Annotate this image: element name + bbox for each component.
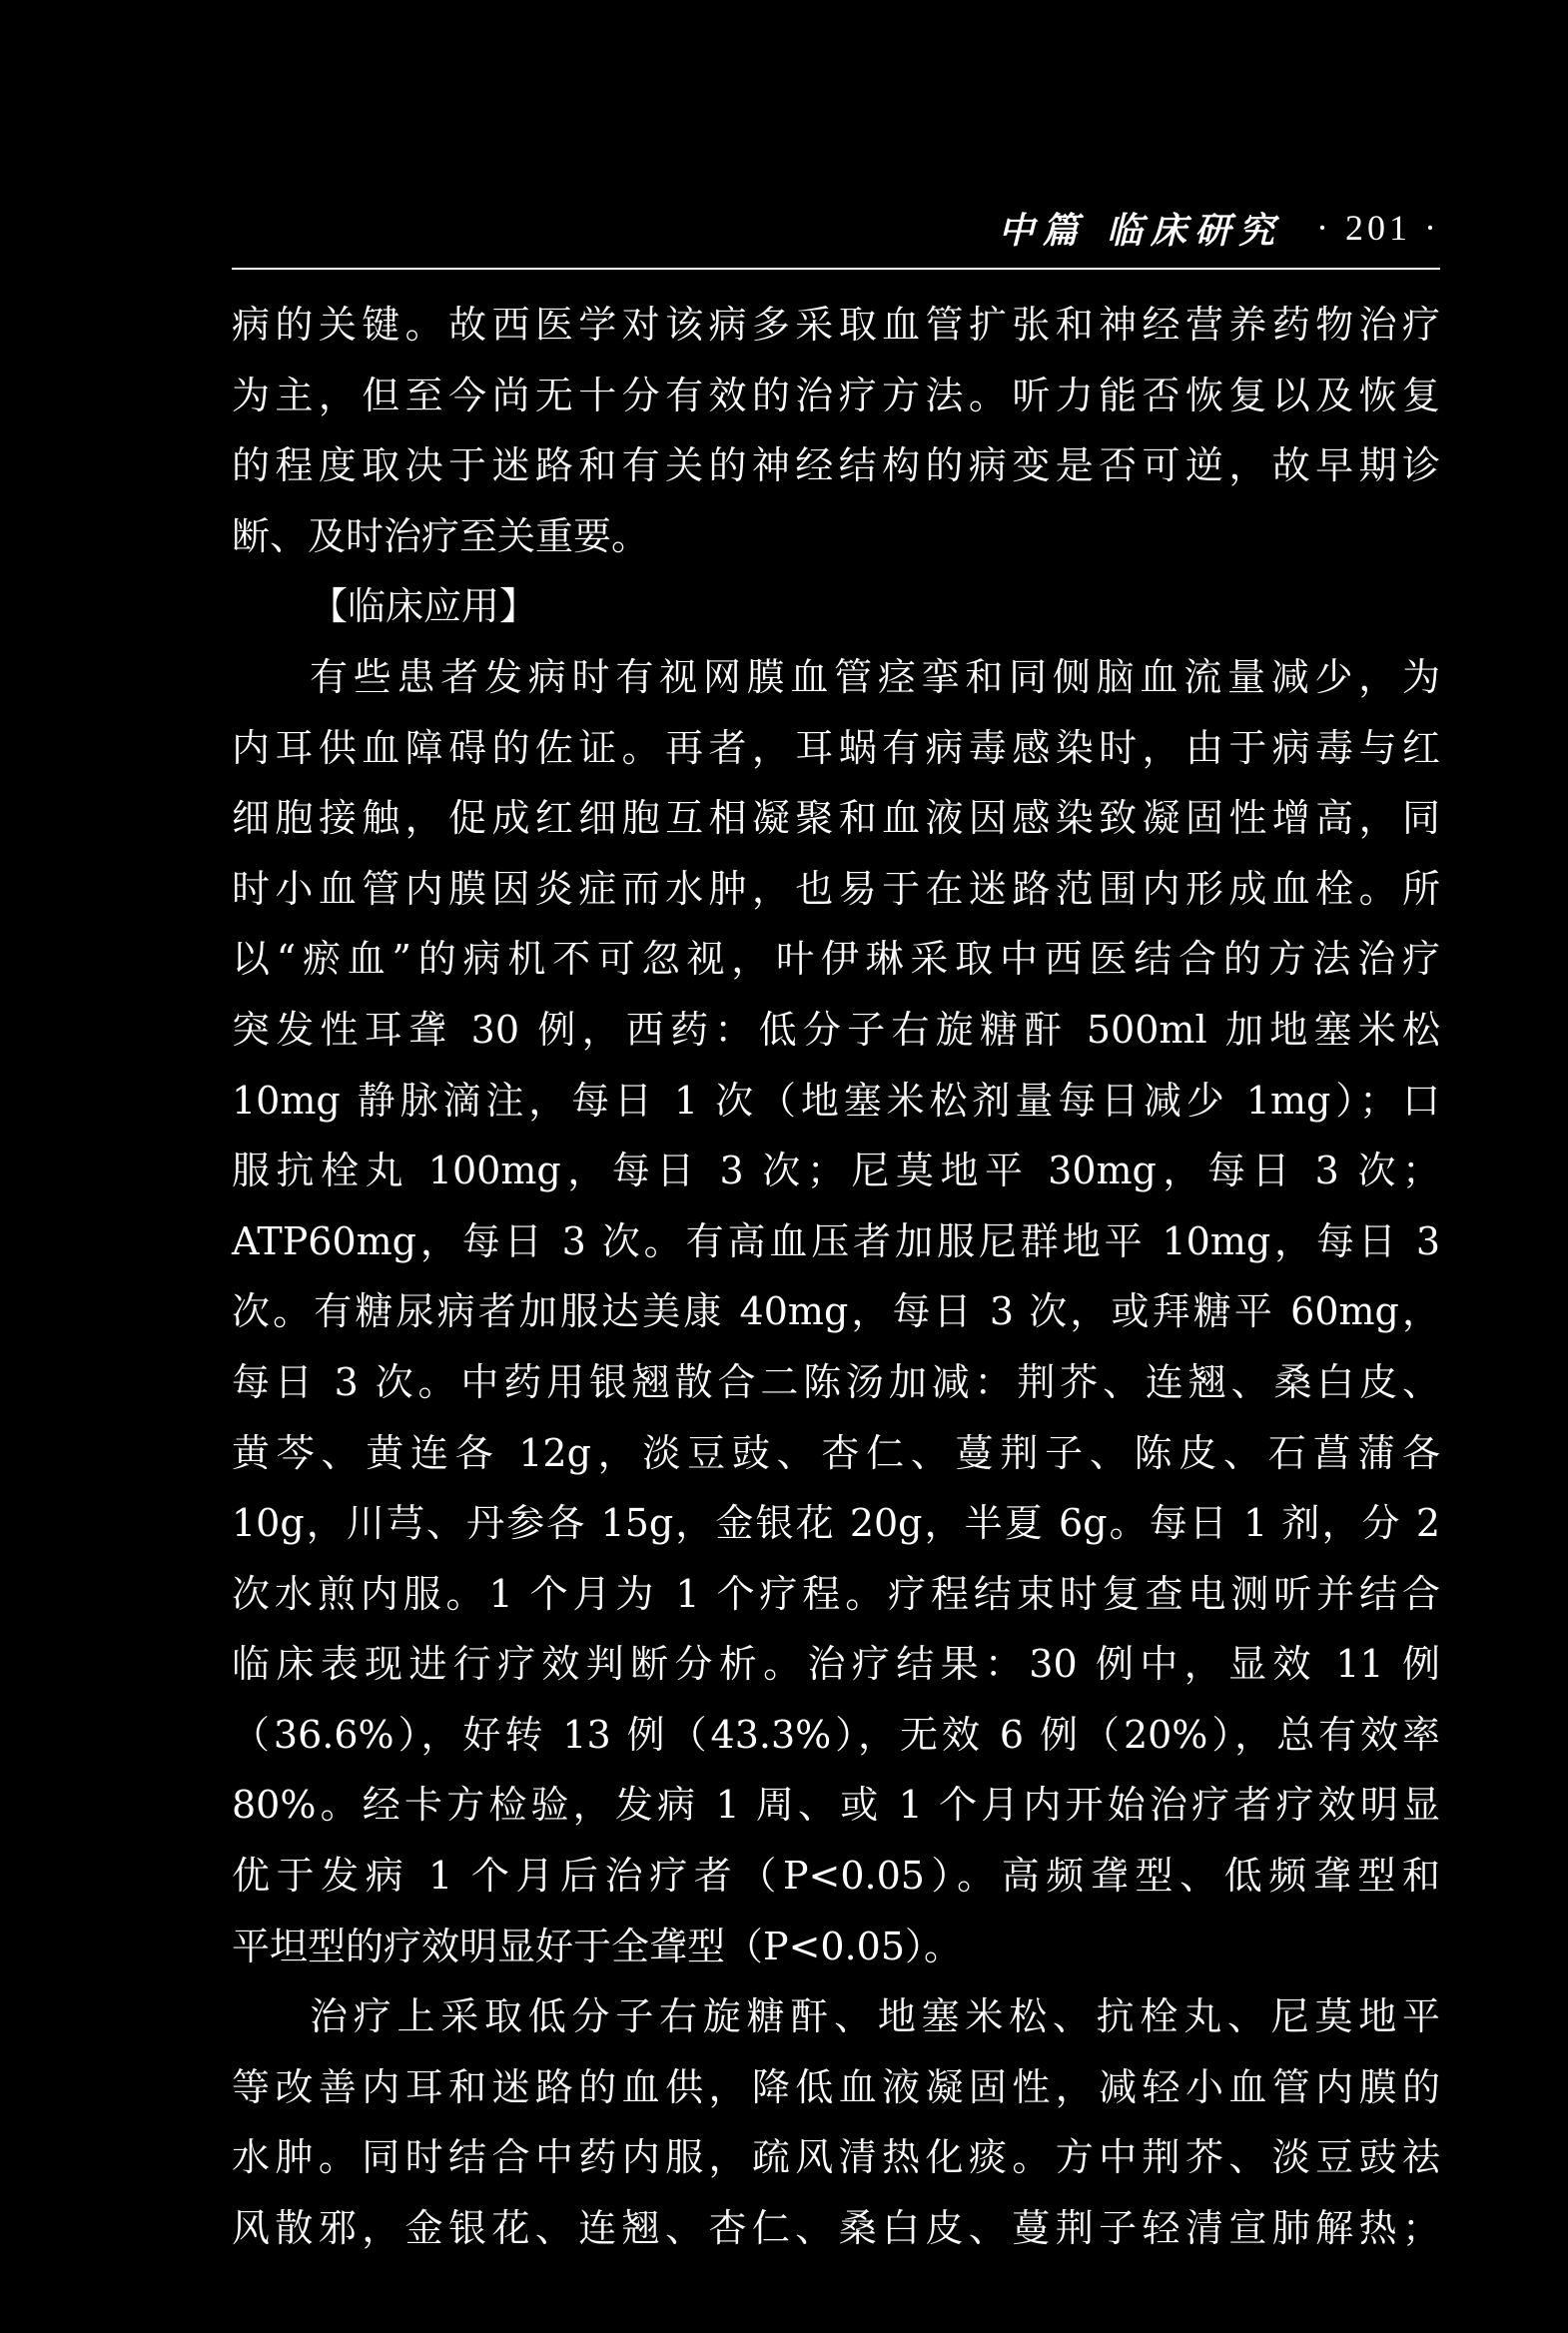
running-head bbox=[232, 198, 1440, 258]
text-line: 的程度取决于迷路和有关的神经结构的病变是否可逆，故早期诊 bbox=[232, 443, 1440, 488]
text-line: 突发性耳聋 30 例，西药：低分子右旋糖酐 500ml 加地塞米松 bbox=[232, 1007, 1440, 1052]
text-line: 时小血管内膜因炎症而水肿，也易于在迷路范围内形成血栓。所 bbox=[232, 866, 1440, 911]
book-section-title: 中篇 临床研究 bbox=[998, 209, 1283, 252]
text-line: 等改善内耳和迷路的血供，降低血液凝固性，减轻小血管内膜的 bbox=[232, 2064, 1440, 2109]
text-line: ATP60mg，每日 3 次。有高血压者加服尼群地平 10mg，每日 3 bbox=[232, 1218, 1440, 1263]
text-line: 内耳供血障碍的佐证。再者，耳蜗有病毒感染时，由于病毒与红 bbox=[232, 725, 1440, 770]
text-line: 治疗上采取低分子右旋糖酐、地塞米松、抗栓丸、尼莫地平 bbox=[310, 1994, 1440, 2039]
text-line: 为主，但至今尚无十分有效的治疗方法。听力能否恢复以及恢复 bbox=[232, 373, 1440, 417]
section-heading: 【临床应用】 bbox=[310, 584, 538, 629]
text-line: （36.6%），好转 13 例（43.3%），无效 6 例（20%），总有效率 bbox=[232, 1712, 1440, 1757]
text-line: 次。有糖尿病者加服达美康 40mg，每日 3 次，或拜糖平 60mg， bbox=[232, 1289, 1440, 1334]
text-line: 优于发病 1 个月后治疗者（P<0.05）。高频聋型、低频聋型和 bbox=[232, 1854, 1440, 1899]
text-line: 80%。经卡方检验，发病 1 周、或 1 个月内开始治疗者疗效明显 bbox=[232, 1783, 1440, 1828]
text-line: 风散邪，金银花、连翘、杏仁、桑白皮、蔓荆子轻清宣肺解热； bbox=[232, 2206, 1440, 2251]
text-line: 10mg 静脉滴注，每日 1 次（地塞米松剂量每日减少 1mg）；口 bbox=[232, 1078, 1440, 1123]
text-line: 水肿。同时结合中药内服，疏风清热化痰。方中荆芥、淡豆豉祛 bbox=[232, 2135, 1440, 2180]
body-text bbox=[232, 290, 1440, 2264]
text-line: 以“瘀血”的病机不可忽视，叶伊琳采取中西医结合的方法治疗 bbox=[232, 937, 1440, 982]
text-line: 平坦型的疗效明显好于全聋型（P<0.05）。 bbox=[232, 1924, 963, 1968]
text-line: 病的关键。故西医学对该病多采取血管扩张和神经营养药物治疗 bbox=[232, 303, 1440, 347]
text-line: 断、及时治疗至关重要。 bbox=[232, 513, 650, 558]
header-rule bbox=[232, 268, 1440, 270]
text-line: 10g，川芎、丹参各 15g，金银花 20g，半夏 6g。每日 1 剂，分 2 bbox=[232, 1501, 1440, 1546]
text-line: 每日 3 次。中药用银翘散合二陈汤加减：荆芥、连翘、桑白皮、 bbox=[232, 1359, 1440, 1404]
text-line: 有些患者发病时有视网膜血管痉挛和同侧脑血流量减少，为 bbox=[310, 654, 1440, 699]
text-line: 临床表现进行疗效判断分析。治疗结果：30 例中，显效 11 例 bbox=[232, 1642, 1440, 1687]
text-line: 细胞接触，促成红细胞互相凝聚和血液因感染致凝固性增高，同 bbox=[232, 796, 1440, 841]
text-line: 黄芩、黄连各 12g，淡豆豉、杏仁、蔓荆子、陈皮、石菖蒲各 bbox=[232, 1430, 1440, 1475]
text-line: 次水煎内服。1 个月为 1 个疗程。疗程结束时复查电测听并结合 bbox=[232, 1571, 1440, 1616]
text-line: 服抗栓丸 100mg，每日 3 次；尼莫地平 30mg，每日 3 次； bbox=[232, 1149, 1440, 1193]
page-number: · 201 · bbox=[1316, 208, 1440, 248]
